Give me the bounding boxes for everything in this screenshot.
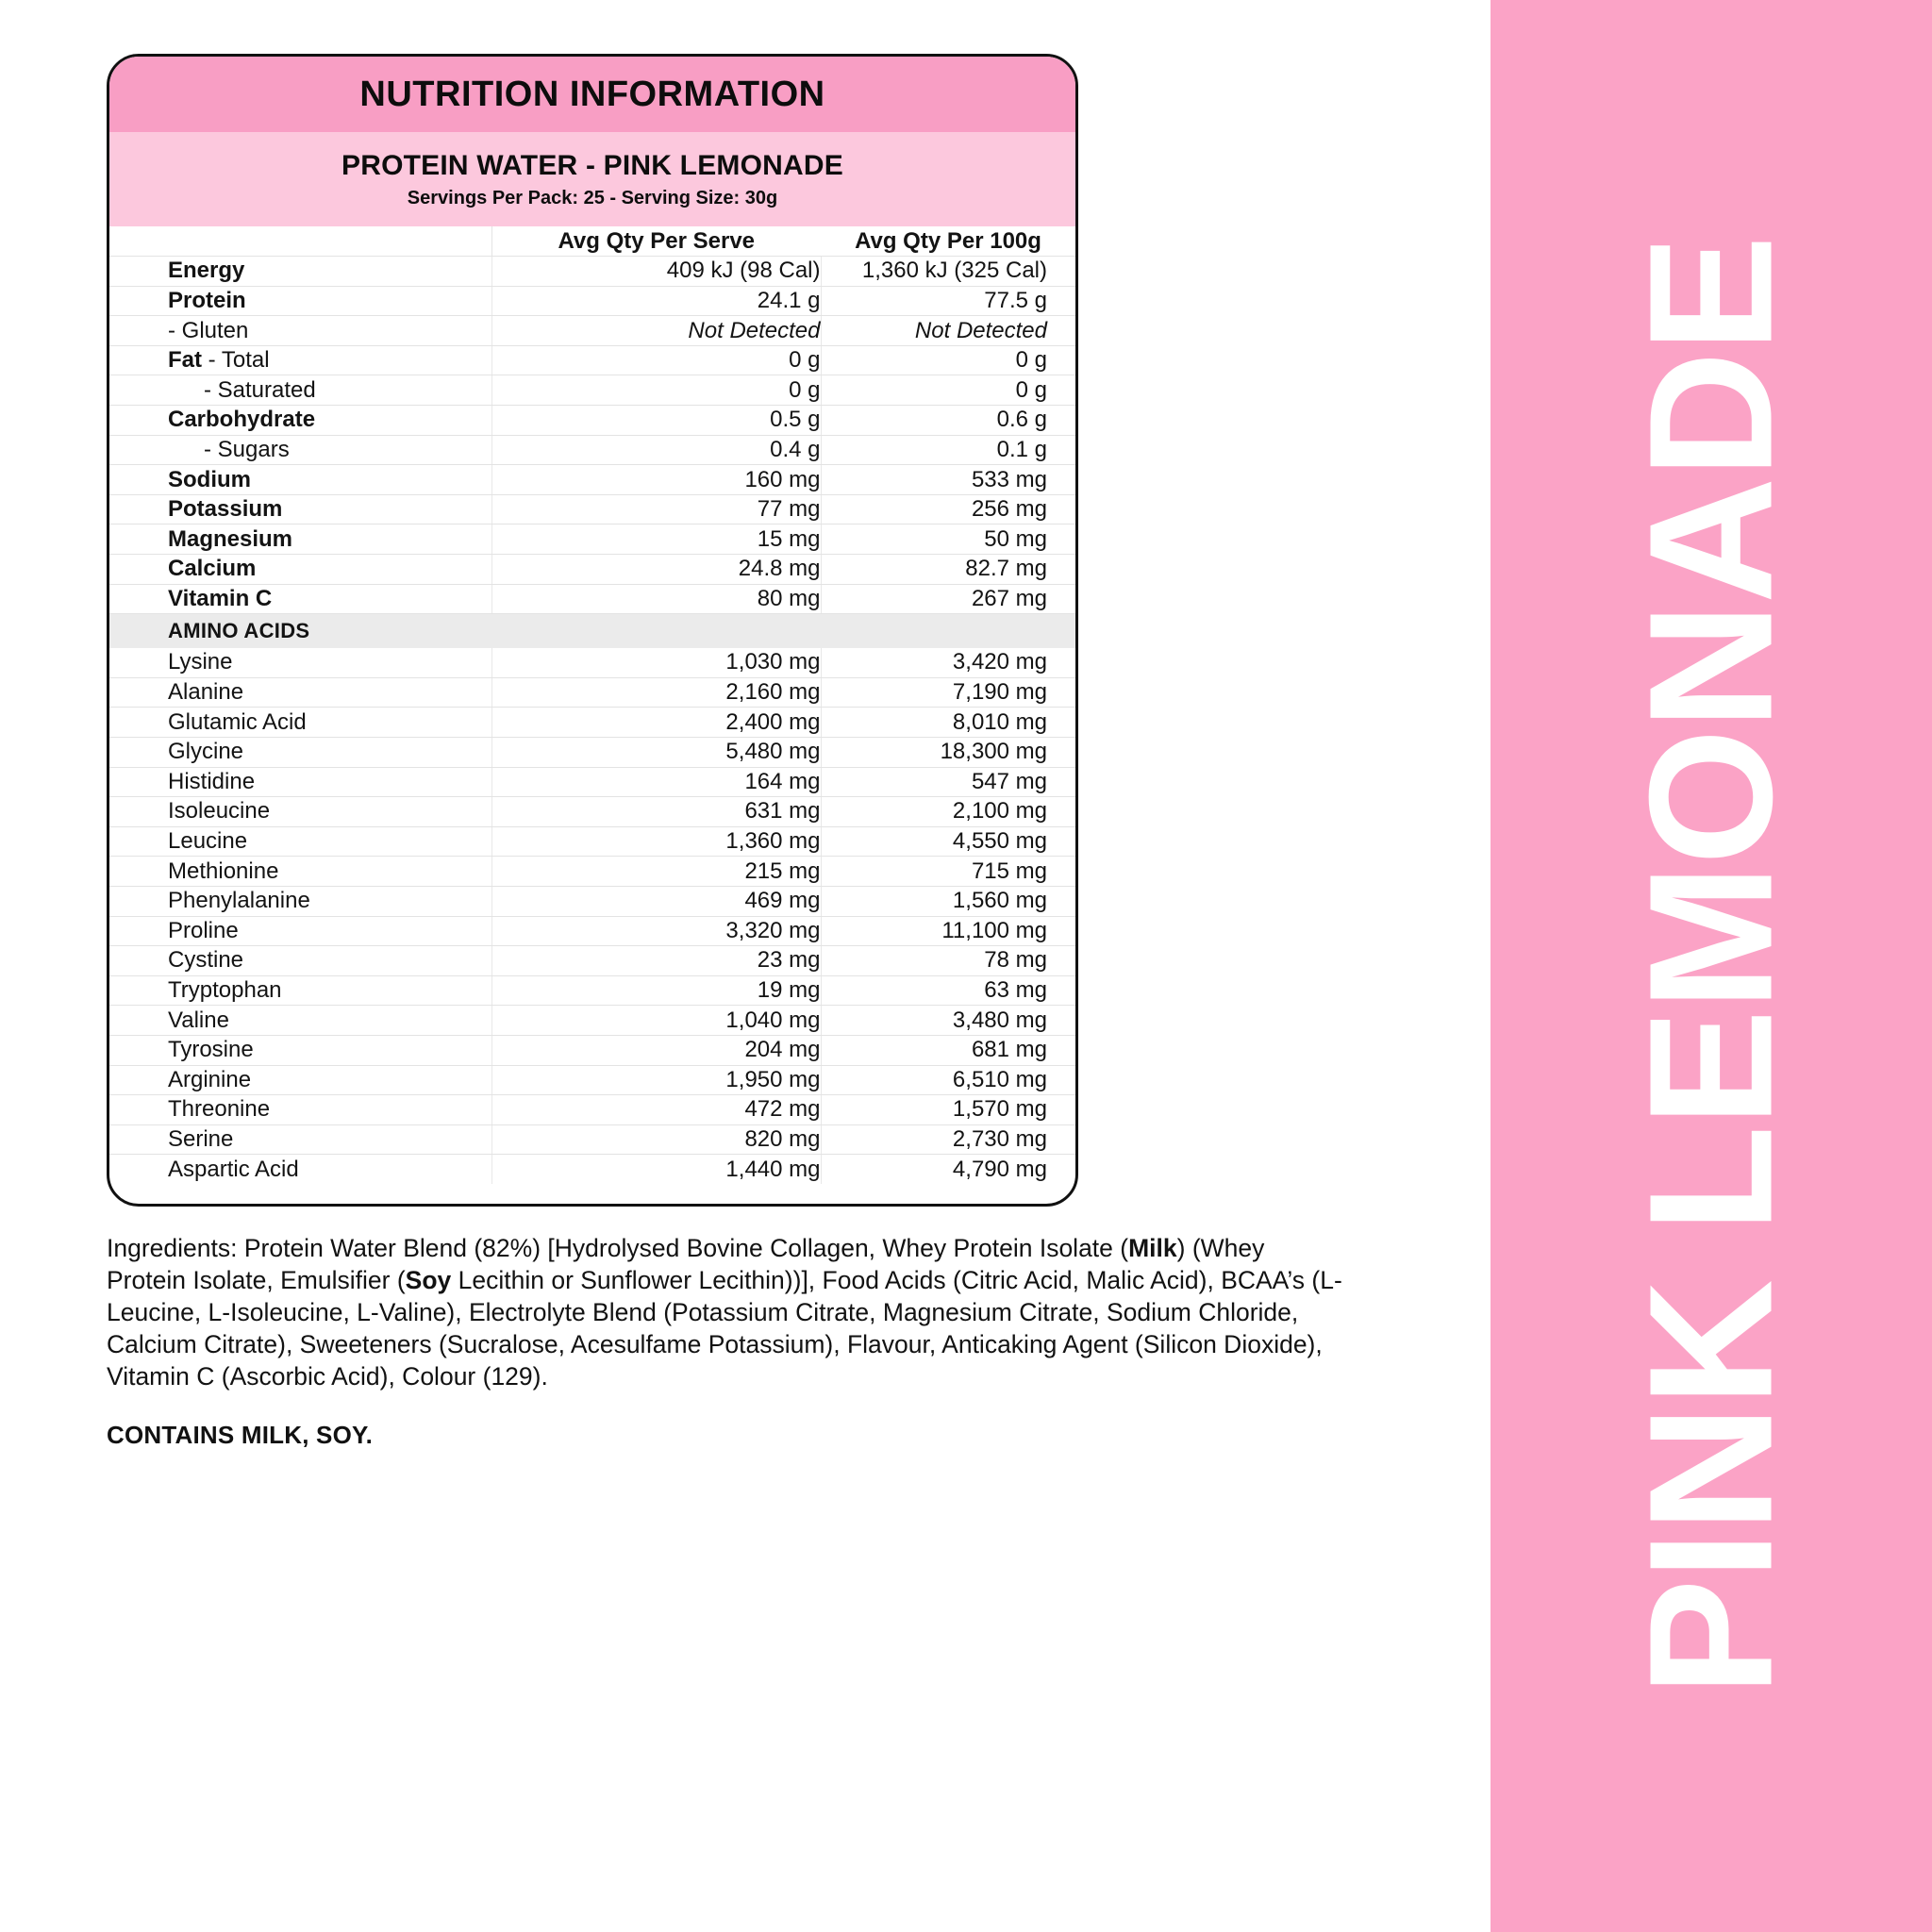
row-label: - Gluten	[109, 316, 491, 346]
row-value-per-serve: 631 mg	[491, 797, 821, 827]
allergen-highlight: Milk	[1128, 1234, 1177, 1262]
row-label: Energy	[109, 257, 491, 287]
table-row	[109, 555, 1075, 585]
column-header-per-100g: Avg Qty Per 100g	[821, 226, 1075, 257]
row-value-per-serve: 24.8 mg	[491, 555, 821, 585]
row-value-per-serve: 23 mg	[491, 946, 821, 976]
row-label: - Sugars	[109, 435, 491, 465]
row-value-per-100g: 6,510 mg	[821, 1065, 1075, 1095]
row-value-per-100g: 547 mg	[821, 767, 1075, 797]
row-value-per-serve: 215 mg	[491, 857, 821, 887]
table-row	[109, 525, 1075, 555]
row-value-per-100g: 681 mg	[821, 1035, 1075, 1065]
row-value-per-100g: 533 mg	[821, 465, 1075, 495]
row-label: - Saturated	[109, 375, 491, 406]
card-subtitle-bar	[109, 132, 1075, 226]
ingredients-block	[107, 1232, 1342, 1450]
page-title: NUTRITION INFORMATION	[359, 74, 825, 114]
row-value-per-100g: 715 mg	[821, 857, 1075, 887]
row-value-per-serve: 160 mg	[491, 465, 821, 495]
table-row	[109, 1006, 1075, 1036]
nutrition-table-body	[109, 257, 1075, 1185]
row-value-per-100g: 11,100 mg	[821, 916, 1075, 946]
row-label: Protein	[109, 286, 491, 316]
row-label: Tryptophan	[109, 975, 491, 1006]
row-label: Serine	[109, 1124, 491, 1155]
row-label: Arginine	[109, 1065, 491, 1095]
row-value-per-serve: 0 g	[491, 345, 821, 375]
table-row	[109, 708, 1075, 738]
row-value-per-100g: 8,010 mg	[821, 708, 1075, 738]
row-value-per-serve: 0.4 g	[491, 435, 821, 465]
row-value-per-serve: 1,040 mg	[491, 1006, 821, 1036]
row-label: Lysine	[109, 648, 491, 678]
table-row	[109, 975, 1075, 1006]
product-name: PROTEIN WATER - PINK LEMONADE	[341, 149, 843, 181]
row-value-per-serve: 469 mg	[491, 886, 821, 916]
row-value-per-serve: 472 mg	[491, 1095, 821, 1125]
row-value-per-serve: 2,160 mg	[491, 677, 821, 708]
row-value-per-100g: 7,190 mg	[821, 677, 1075, 708]
row-value-per-serve: 204 mg	[491, 1035, 821, 1065]
column-header-blank	[109, 226, 491, 257]
row-value-per-100g: 2,730 mg	[821, 1124, 1075, 1155]
table-row	[109, 584, 1075, 614]
nutrition-card	[107, 54, 1078, 1207]
column-header-per-serve: Avg Qty Per Serve	[491, 226, 821, 257]
row-value-per-serve: 19 mg	[491, 975, 821, 1006]
row-value-per-serve: 5,480 mg	[491, 738, 821, 768]
table-row	[109, 946, 1075, 976]
table-row	[109, 886, 1075, 916]
table-row	[109, 1155, 1075, 1185]
side-band-flavour-text: PINK LEMONADE	[1613, 236, 1809, 1696]
table-row	[109, 345, 1075, 375]
servings-info: Servings Per Pack: 25 - Serving Size: 30g	[407, 187, 778, 208]
row-value-per-100g: 0 g	[821, 345, 1075, 375]
table-row	[109, 465, 1075, 495]
row-label: Methionine	[109, 857, 491, 887]
ingredients-fragment: ) (Whey Protein Isolate, Emulsifier (	[107, 1234, 1265, 1294]
row-value-per-serve: 1,360 mg	[491, 826, 821, 857]
row-value-per-100g: 0 g	[821, 375, 1075, 406]
row-value-per-serve: 1,950 mg	[491, 1065, 821, 1095]
row-value-per-100g: 1,360 kJ (325 Cal)	[821, 257, 1075, 287]
table-row	[109, 494, 1075, 525]
row-label: Threonine	[109, 1095, 491, 1125]
row-value-per-100g: 50 mg	[821, 525, 1075, 555]
row-value-per-serve: 2,400 mg	[491, 708, 821, 738]
table-row	[109, 286, 1075, 316]
row-value-per-100g: 267 mg	[821, 584, 1075, 614]
row-value-per-serve: 1,440 mg	[491, 1155, 821, 1185]
row-value-per-100g: 4,550 mg	[821, 826, 1075, 857]
row-value-per-100g: 256 mg	[821, 494, 1075, 525]
row-label: Magnesium	[109, 525, 491, 555]
nutrition-table	[109, 226, 1075, 1184]
row-label: Phenylalanine	[109, 886, 491, 916]
row-label: Sodium	[109, 465, 491, 495]
table-row	[109, 738, 1075, 768]
row-value-per-serve: 80 mg	[491, 584, 821, 614]
row-label: Calcium	[109, 555, 491, 585]
row-label: Glycine	[109, 738, 491, 768]
table-row	[109, 406, 1075, 436]
allergen-statement: CONTAINS MILK, SOY.	[107, 1421, 374, 1449]
ingredients-fragment: Lecithin or Sunflower Lecithin))], Food Acids (Citric Acid, Malic Acid), BCAA’s (L-Leucine, L-Isoleucine, L-Valine), Electrolyte Blend (Potassium Citrate, Magnesium Citrate, Sodium Chloride, Calcium Citrate), Sweeteners (Sucralose, Acesulfame Potassium), Flavour, Anticaking Agent (Silicon Dioxide), Vitamin C (Ascorbic Acid), Colour (129).	[107, 1266, 1342, 1391]
table-row	[109, 1095, 1075, 1125]
table-row	[109, 257, 1075, 287]
ingredients-text	[107, 1232, 1342, 1392]
row-value-per-100g: 63 mg	[821, 975, 1075, 1006]
row-value-per-100g: 1,560 mg	[821, 886, 1075, 916]
row-label: Proline	[109, 916, 491, 946]
side-band	[1491, 0, 1932, 1932]
amino-acids-section-label: AMINO ACIDS	[109, 614, 1075, 648]
row-value-per-100g: Not Detected	[821, 316, 1075, 346]
row-value-per-100g: 3,480 mg	[821, 1006, 1075, 1036]
row-label: Leucine	[109, 826, 491, 857]
row-value-per-serve: 24.1 g	[491, 286, 821, 316]
row-label: Valine	[109, 1006, 491, 1036]
row-value-per-serve: 164 mg	[491, 767, 821, 797]
row-label: Potassium	[109, 494, 491, 525]
row-value-per-100g: 2,100 mg	[821, 797, 1075, 827]
row-label: Fat - Total	[109, 345, 491, 375]
table-row	[109, 916, 1075, 946]
allergen-highlight: Soy	[405, 1266, 452, 1294]
row-label: Aspartic Acid	[109, 1155, 491, 1185]
row-value-per-serve: 409 kJ (98 Cal)	[491, 257, 821, 287]
row-value-per-serve: Not Detected	[491, 316, 821, 346]
row-label: Histidine	[109, 767, 491, 797]
amino-acids-section-header	[109, 614, 1075, 648]
row-label: Glutamic Acid	[109, 708, 491, 738]
row-value-per-serve: 820 mg	[491, 1124, 821, 1155]
row-label: Carbohydrate	[109, 406, 491, 436]
row-label: Isoleucine	[109, 797, 491, 827]
row-label: Alanine	[109, 677, 491, 708]
table-row	[109, 1065, 1075, 1095]
table-header-row	[109, 226, 1075, 257]
row-value-per-serve: 3,320 mg	[491, 916, 821, 946]
row-value-per-100g: 77.5 g	[821, 286, 1075, 316]
row-value-per-100g: 1,570 mg	[821, 1095, 1075, 1125]
row-label: Cystine	[109, 946, 491, 976]
row-value-per-100g: 82.7 mg	[821, 555, 1075, 585]
card-title-bar	[109, 57, 1075, 132]
row-value-per-serve: 0.5 g	[491, 406, 821, 436]
table-row	[109, 316, 1075, 346]
table-row	[109, 1124, 1075, 1155]
table-row	[109, 435, 1075, 465]
row-value-per-serve: 0 g	[491, 375, 821, 406]
row-value-per-100g: 3,420 mg	[821, 648, 1075, 678]
row-value-per-serve: 77 mg	[491, 494, 821, 525]
table-row	[109, 767, 1075, 797]
ingredients-fragment: Ingredients: Protein Water Blend (82%) [Hydrolysed Bovine Collagen, Whey Protein Isolate (	[107, 1234, 1129, 1262]
row-value-per-100g: 4,790 mg	[952, 1156, 1047, 1182]
row-value-per-100g: 0.6 g	[821, 406, 1075, 436]
row-value-per-100g: 0.1 g	[821, 435, 1075, 465]
row-label: Tyrosine	[109, 1035, 491, 1065]
table-row	[109, 797, 1075, 827]
table-row	[109, 857, 1075, 887]
table-row	[109, 677, 1075, 708]
row-value-per-100g: 78 mg	[821, 946, 1075, 976]
row-value-per-serve: 1,030 mg	[491, 648, 821, 678]
row-label: Vitamin C	[109, 584, 491, 614]
table-row	[109, 1035, 1075, 1065]
row-value-per-serve: 15 mg	[491, 525, 821, 555]
row-value-per-100g: 18,300 mg	[821, 738, 1075, 768]
table-row	[109, 826, 1075, 857]
table-row	[109, 648, 1075, 678]
table-row	[109, 375, 1075, 406]
